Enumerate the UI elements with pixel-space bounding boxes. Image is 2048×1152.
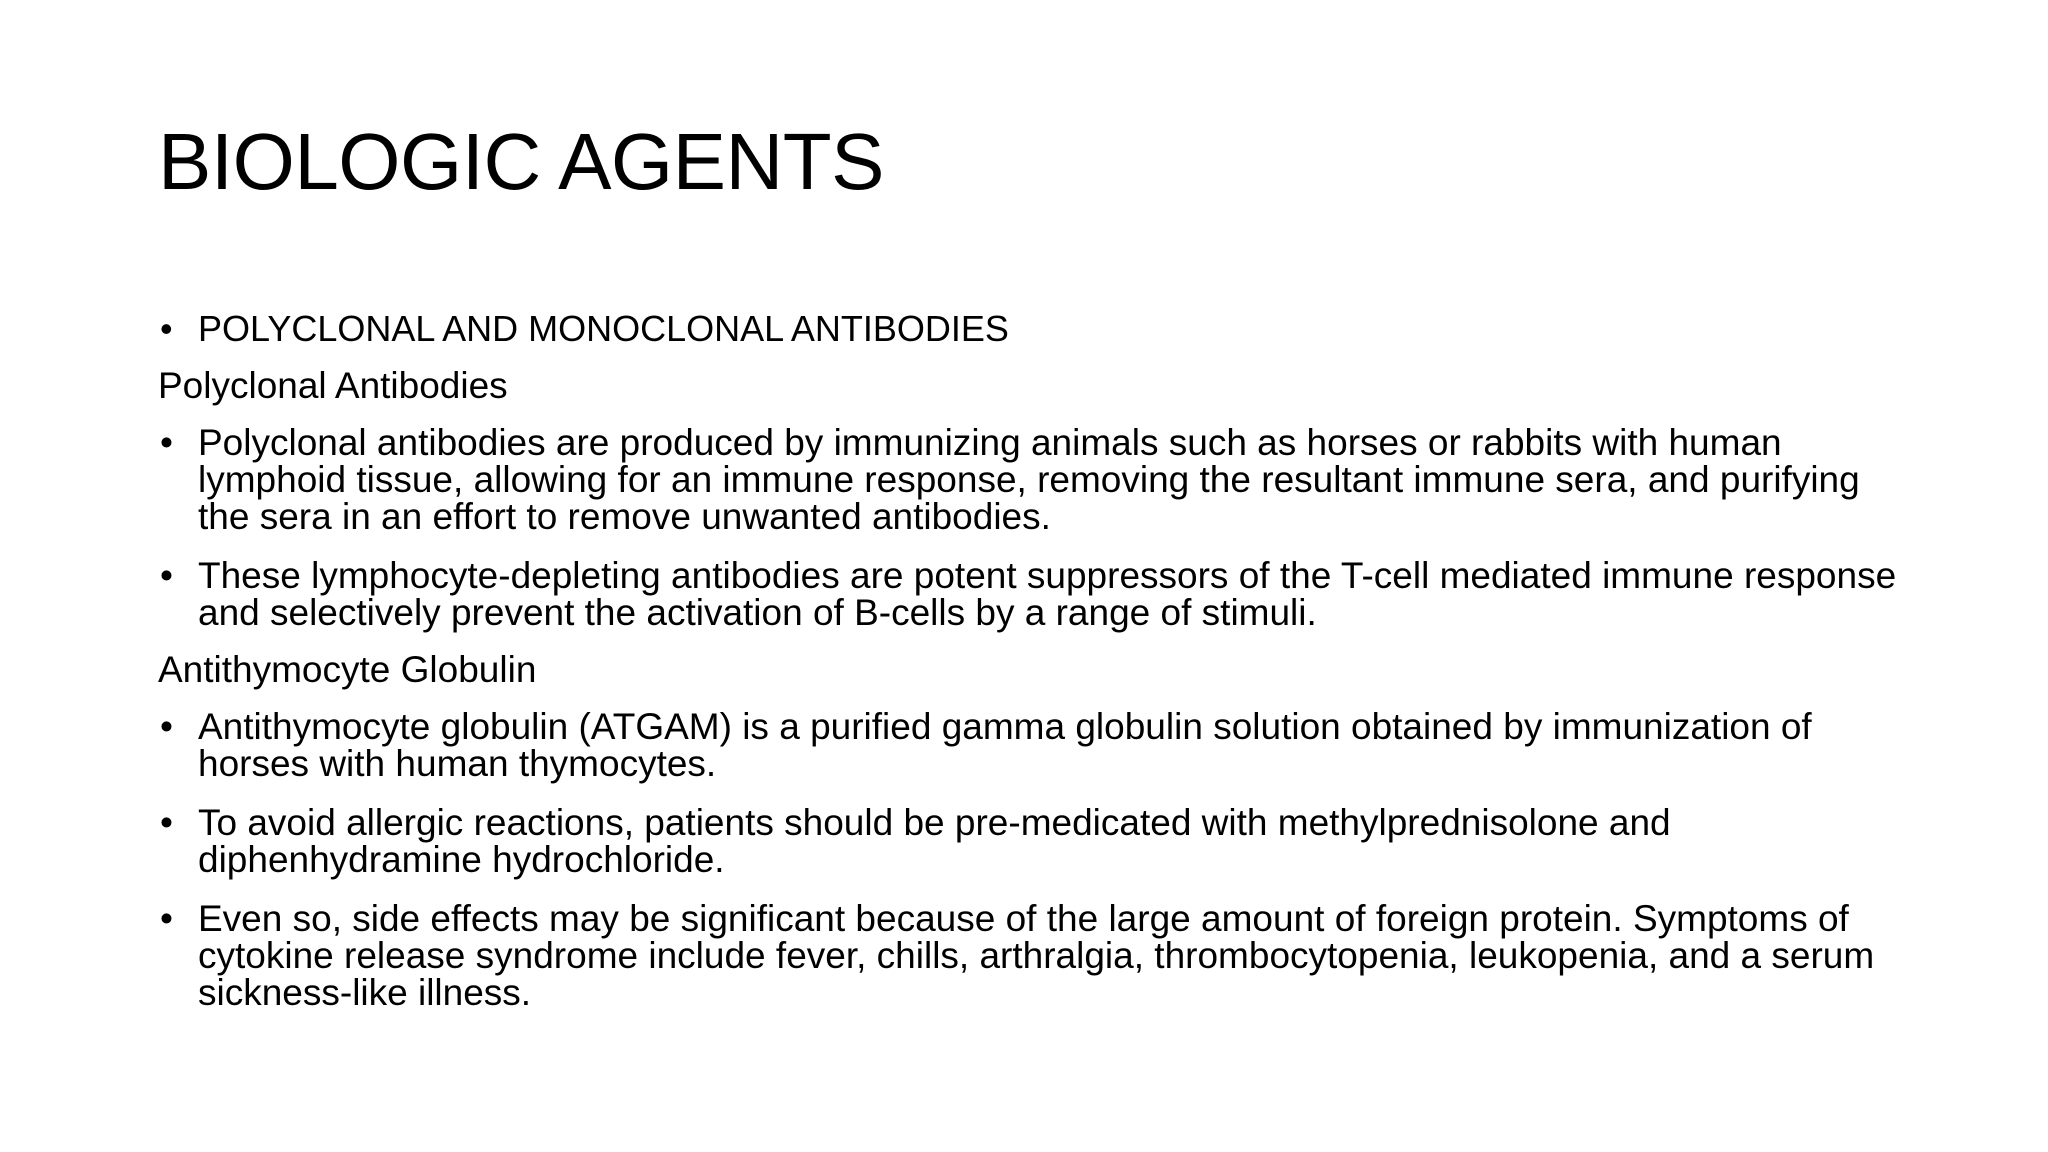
bullet-text: Even so, side effects may be significant because of the large amount of foreign protein. Symptoms of cytokine release syndrome include fever, chills, arthralgia, thrombocytopenia, leukopenia, and a serum sickness-like illness. [198, 898, 1875, 1013]
slide-title: BIOLOGIC AGENTS [158, 117, 885, 206]
bullet-text: To avoid allergic reactions, patients should be pre-medicated with methylprednisolone and diphenhydramine hydrochloride. [198, 802, 1671, 880]
bullet-icon: • [160, 802, 173, 843]
bullet-item [158, 424, 1918, 535]
slide-body [158, 310, 1918, 1011]
bullet-item [158, 900, 1918, 1011]
bullet-icon: • [160, 706, 173, 747]
bullet-icon: • [160, 308, 173, 349]
bullet-text: Polyclonal antibodies are produced by immunizing animals such as horses or rabbits with human lymphoid tissue, allowing for an immune response, removing the resultant immune sera, and purifying the sera in an effort to remove unwanted antibodies. [198, 422, 1860, 537]
bullet-text: These lymphocyte-depleting antibodies are potent suppressors of the T-cell mediated immune response and selectively prevent the activation of B-cells by a range of stimuli. [198, 555, 1897, 633]
bullet-icon: • [160, 422, 173, 463]
bullet-text: Antithymocyte globulin (ATGAM) is a purified gamma globulin solution obtained by immunization of horses with human thymocytes. [198, 706, 1812, 784]
bullet-icon: • [160, 898, 173, 939]
bullet-item [158, 804, 1918, 878]
section-heading: Antithymocyte Globulin [158, 649, 537, 690]
bullet-item [158, 708, 1918, 782]
bullet-text: POLYCLONAL AND MONOCLONAL ANTIBODIES [198, 308, 1009, 349]
bullet-icon: • [160, 555, 173, 596]
section-heading: Polyclonal Antibodies [158, 365, 508, 406]
bullet-item [158, 310, 1918, 347]
bullet-item [158, 557, 1918, 631]
